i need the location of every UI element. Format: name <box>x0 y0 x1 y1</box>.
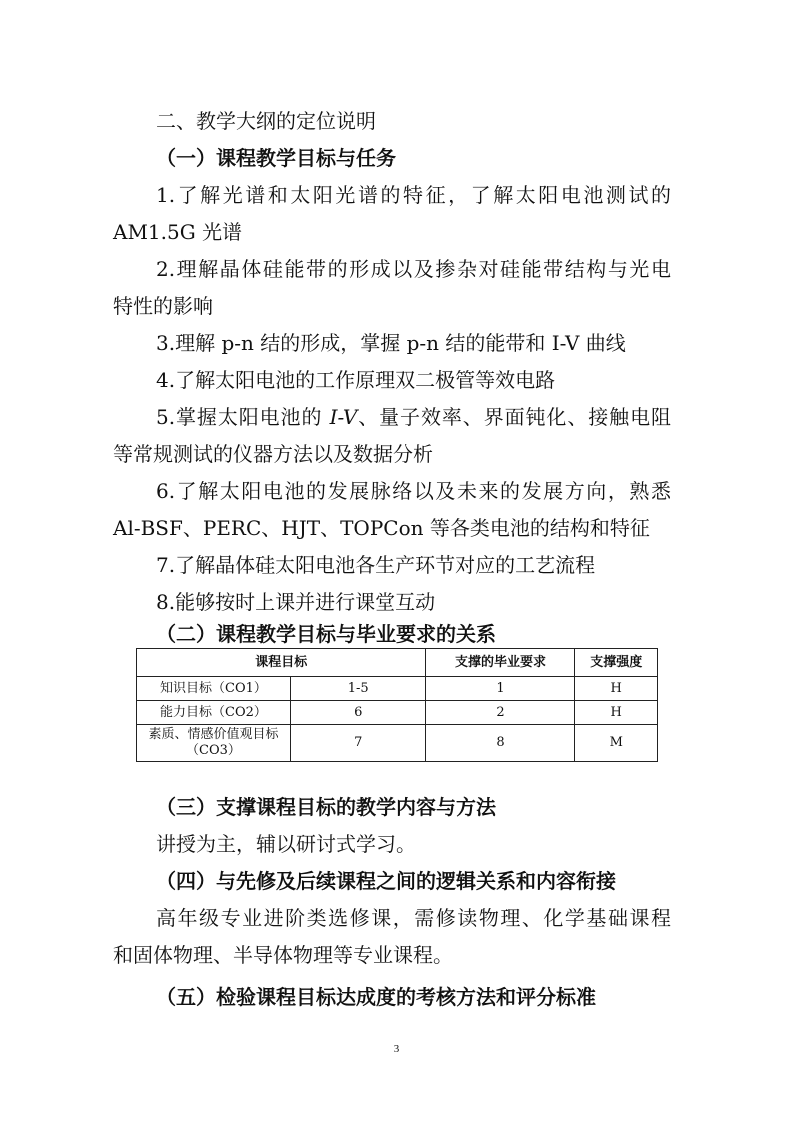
item-5-text-b: 、量子效率、界面钝化、接触电阻 <box>357 405 671 429</box>
table-row <box>137 701 658 725</box>
cell-range: 6 <box>291 701 426 725</box>
cell-goal: 能力目标（CO2） <box>137 701 291 725</box>
cell-strength: H <box>575 677 658 701</box>
item-7: 7.了解晶体硅太阳电池各生产环节对应的工艺流程 <box>156 553 596 577</box>
item-4: 4.了解太阳电池的工作原理双二极管等效电路 <box>156 368 556 392</box>
cell-goal <box>137 725 291 762</box>
header-requirement: 支撑的毕业要求 <box>426 649 575 677</box>
cell-requirement: 1 <box>426 677 575 701</box>
section-heading: 二、教学大纲的定位说明 <box>156 109 376 133</box>
item-1-line-1: 1.了解光谱和太阳光谱的特征，了解太阳电池测试的 <box>156 183 671 207</box>
item-5-line-1 <box>156 403 671 431</box>
item-6-line-1: 6.了解太阳电池的发展脉络以及未来的发展方向，熟悉 <box>156 479 671 503</box>
subsection-heading-3: （三）支撑课程目标的教学内容与方法 <box>156 795 496 819</box>
paragraph-4-line-1: 高年级专业进阶类选修课，需修读物理、化学基础课程 <box>156 906 671 930</box>
item-3: 3.理解 p-n 结的形成，掌握 p-n 结的能带和 I-V 曲线 <box>156 331 626 355</box>
table-header-row <box>137 649 658 677</box>
paragraph-3: 讲授为主，辅以研讨式学习。 <box>156 832 416 856</box>
cell-requirement: 8 <box>426 725 575 762</box>
cell-strength: H <box>575 701 658 725</box>
cell-goal-line-2: （CO3） <box>186 743 241 758</box>
table-row <box>137 677 658 701</box>
item-1-line-2: AM1.5G 光谱 <box>113 220 243 244</box>
subsection-heading-1: （一）课程教学目标与任务 <box>156 146 396 170</box>
paragraph-4-line-2: 和固体物理、半导体物理等专业课程。 <box>113 943 453 967</box>
page-number: 3 <box>393 1043 400 1055</box>
header-goal: 课程目标 <box>137 649 426 677</box>
cell-range: 1-5 <box>291 677 426 701</box>
header-strength: 支撑强度 <box>575 649 658 677</box>
item-8: 8.能够按时上课并进行课堂互动 <box>156 590 436 614</box>
item-5-line-2: 等常规测试的仪器方法以及数据分析 <box>113 442 433 466</box>
item-5-text-a: 5.掌握太阳电池的 <box>156 405 330 429</box>
table-row <box>137 725 658 762</box>
subsection-heading-5: （五）检验课程目标达成度的考核方法和评分标准 <box>156 985 596 1009</box>
cell-goal: 知识目标（CO1） <box>137 677 291 701</box>
cell-range: 7 <box>291 725 426 762</box>
goals-table <box>136 648 658 762</box>
subsection-heading-2: （二）课程教学目标与毕业要求的关系 <box>156 622 496 646</box>
cell-goal-line-1: 素质、情感价值观目标 <box>148 727 279 742</box>
item-2-line-1: 2.理解晶体硅能带的形成以及掺杂对硅能带结构与光电 <box>156 257 671 281</box>
cell-strength: M <box>575 725 658 762</box>
cell-requirement: 2 <box>426 701 575 725</box>
item-6-line-2: Al-BSF、PERC、HJT、TOPCon 等各类电池的结构和特征 <box>113 516 650 540</box>
subsection-heading-4: （四）与先修及后续课程之间的逻辑关系和内容衔接 <box>156 869 616 893</box>
item-2-line-2: 特性的影响 <box>113 294 213 318</box>
item-5-italic-iv: I-V <box>329 405 358 429</box>
